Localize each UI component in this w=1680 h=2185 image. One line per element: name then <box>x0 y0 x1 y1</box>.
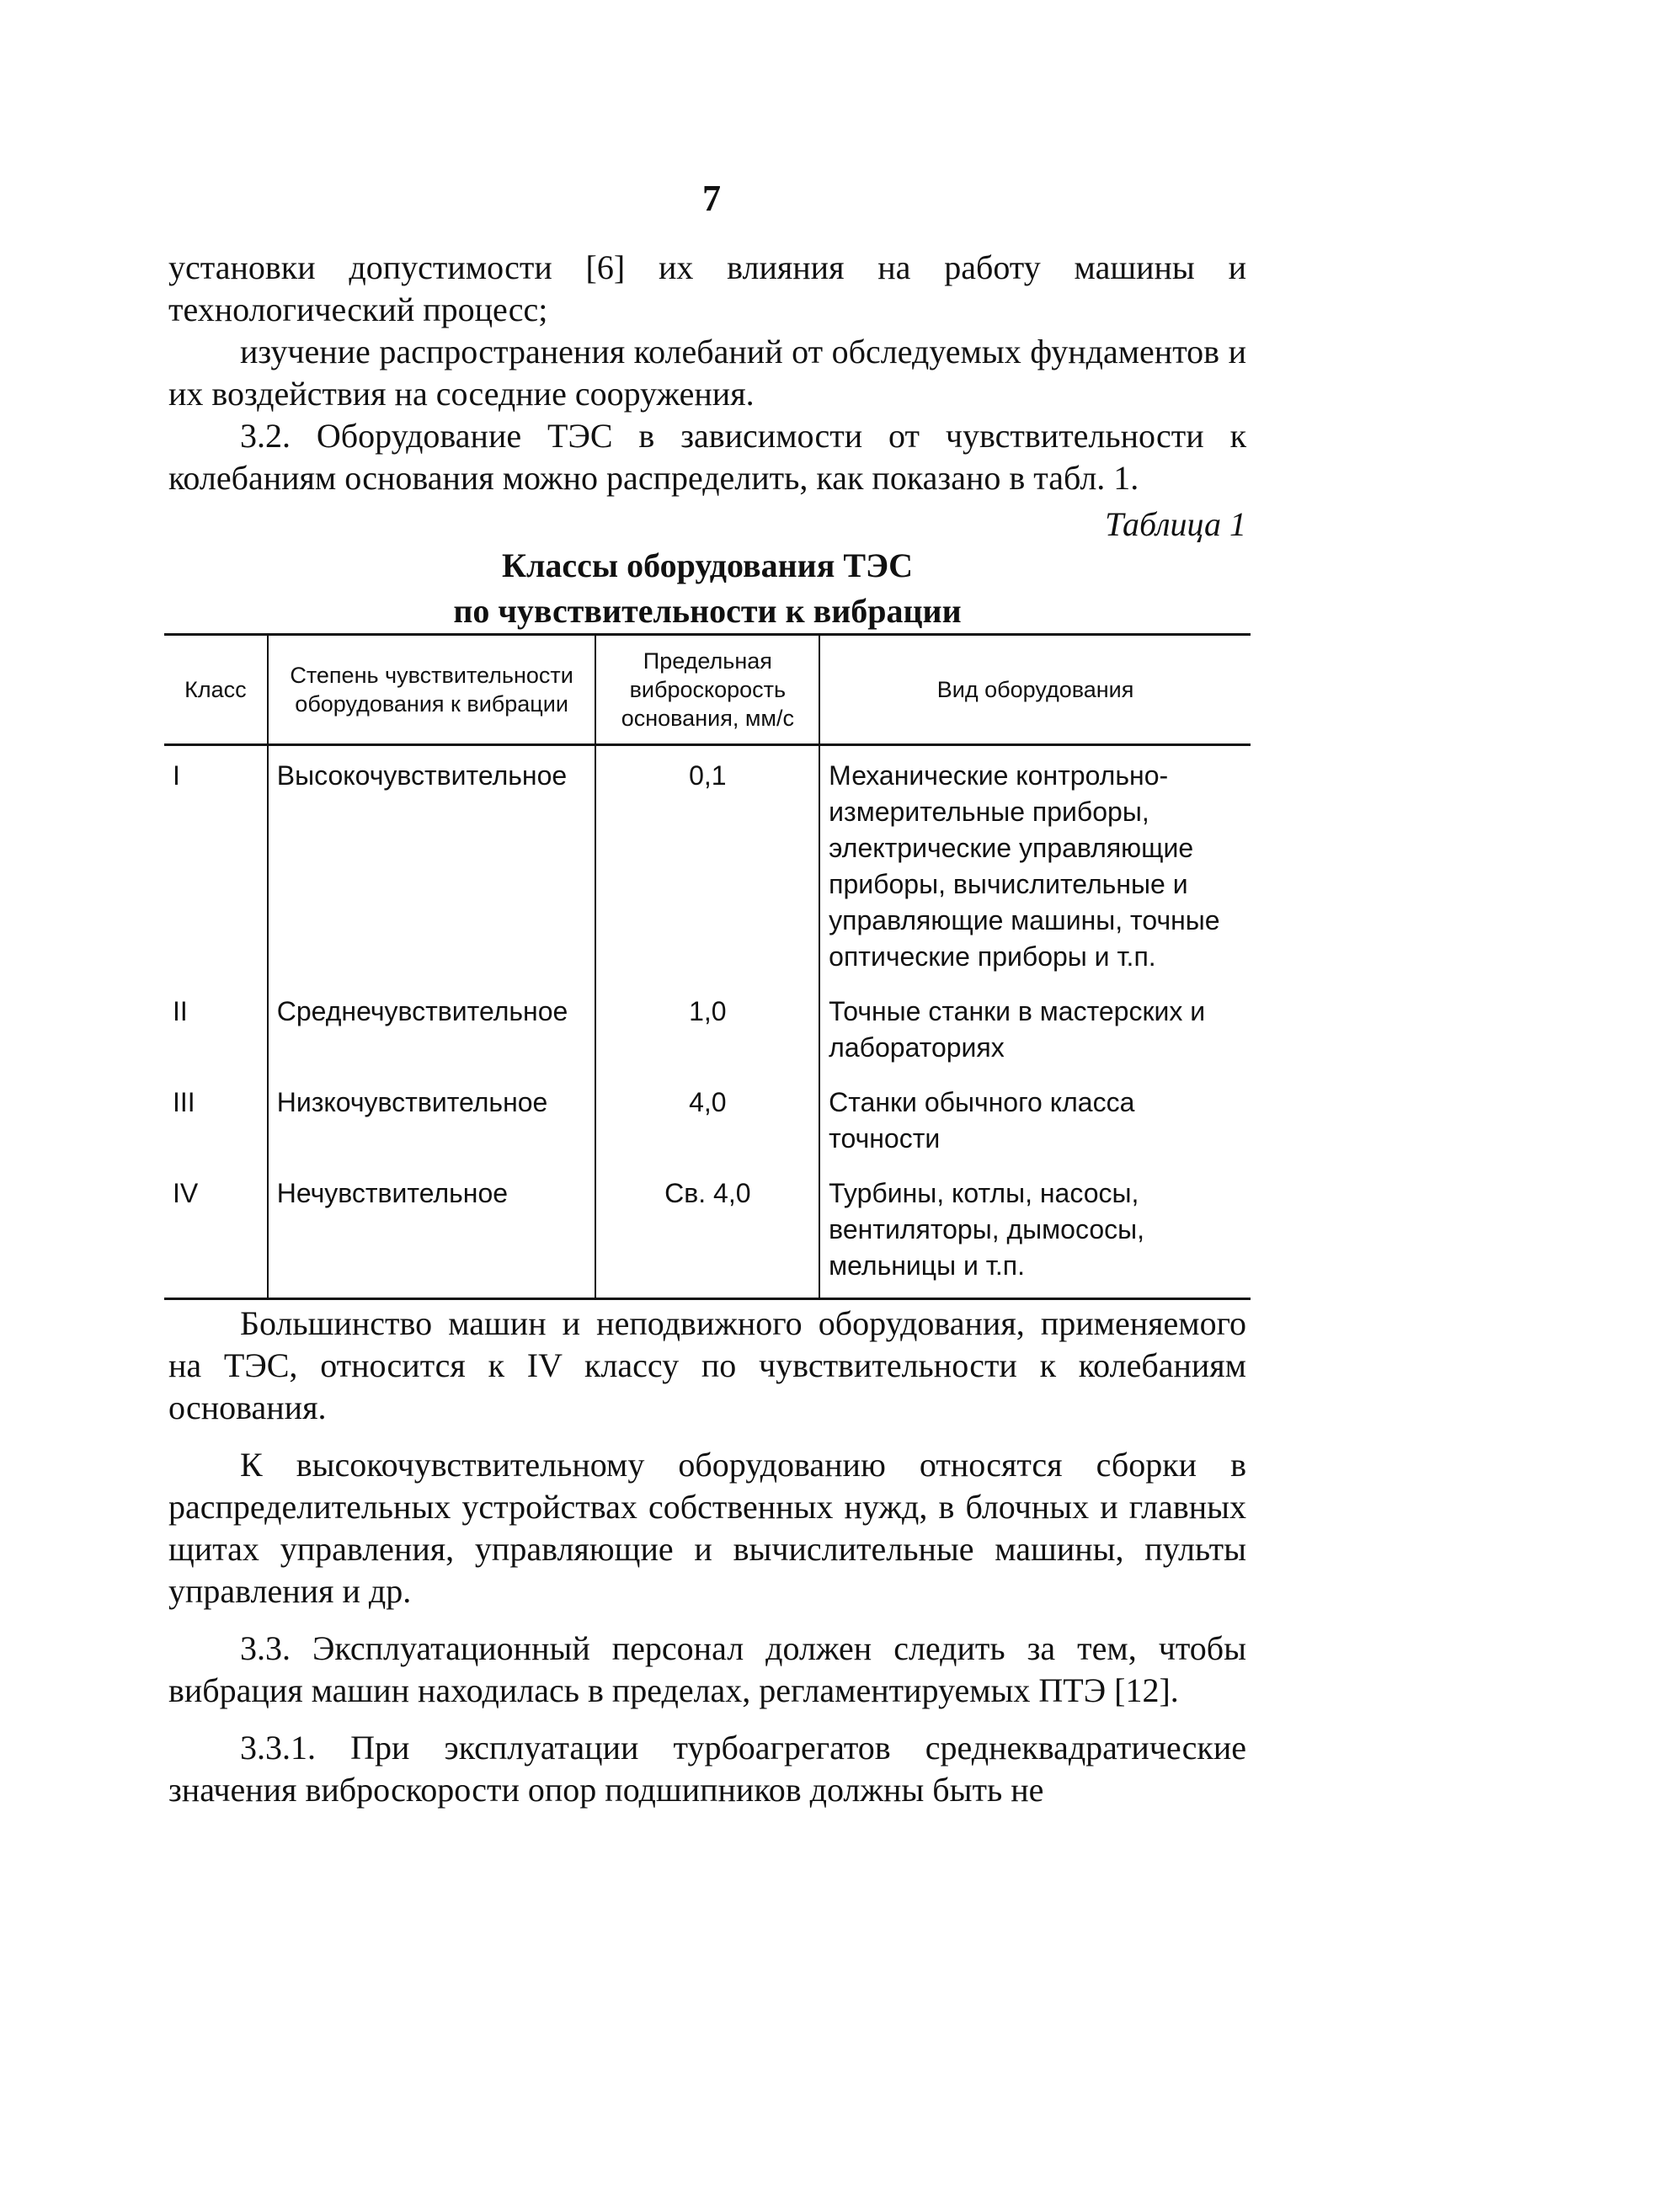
body-paragraph-3: 3.3. Эксплуатационный персонал должен следить за тем, чтобы вибрация машин находилась в пределах, регламентируемых ПТЭ [12]. <box>168 1629 1246 1709</box>
cell-type: Механические контрольно-измерительные приборы, электрические управляющие приборы, вычислительные и управляющие машины, точные оптические приборы и т.п. <box>819 745 1251 986</box>
header-class: Класс <box>164 635 268 745</box>
cell-degree: Нечувствительное <box>268 1167 596 1299</box>
header-type: Вид оборудования <box>819 635 1251 745</box>
intro-paragraph-3: 3.2. Оборудование ТЭС в зависимости от чувствительности к колебаниям основания можно распределить, как показано в табл. 1. <box>168 417 1246 497</box>
cell-limit: 0,1 <box>595 745 819 986</box>
intro-text <box>168 247 1246 499</box>
table-row <box>164 745 1251 986</box>
table-title <box>168 543 1246 634</box>
cell-degree: Высокочувствительное <box>268 745 596 986</box>
table-title-line-2: по чувствительности к вибрации <box>453 592 962 630</box>
body-paragraph-2: К высокочувствительному оборудованию относятся сборки в распределительных устройствах собственных нужд, в блочных и главных щитах управления, управляющие и вычислительные машины, пульты управления и др. <box>168 1446 1246 1610</box>
body-text <box>168 1303 1246 1811</box>
table-title-line-1: Классы оборудования ТЭС <box>501 546 914 584</box>
cell-class: II <box>173 996 188 1026</box>
table-row <box>164 1076 1251 1167</box>
cell-limit: 1,0 <box>595 985 819 1076</box>
header-limit: Предельная виброскорость основания, мм/с <box>595 635 819 745</box>
equipment-table-container <box>164 633 1251 1300</box>
table-header-row <box>164 635 1251 745</box>
body-paragraph-4: 3.3.1. При эксплуатации турбоагрегатов среднеквадратические значения виброскорости опор подшипников должны быть не <box>168 1729 1246 1809</box>
cell-type: Точные станки в мастерских и лабораториях <box>819 985 1251 1076</box>
cell-type: Станки обычного класса точности <box>819 1076 1251 1167</box>
equipment-classes-table <box>164 633 1251 1300</box>
intro-paragraph-2: изучение распространения колебаний от обследуемых фундаментов и их воздействия на соседние сооружения. <box>168 333 1246 413</box>
body-paragraph-1: Большинство машин и неподвижного оборудования, применяемого на ТЭС, относится к IV классу по чувствительности к колебаниям основания. <box>168 1304 1246 1426</box>
header-degree: Степень чувствительности оборудования к вибрации <box>268 635 596 745</box>
cell-degree: Низкочувствительное <box>268 1076 596 1167</box>
cell-limit: 4,0 <box>595 1076 819 1167</box>
cell-degree: Среднечувствительное <box>268 985 596 1076</box>
intro-paragraph-1: установки допустимости [6] их влияния на работу машины и технологический процесс; <box>168 248 1246 328</box>
cell-class: I <box>173 760 180 791</box>
cell-type: Турбины, котлы, насосы, вентиляторы, дымососы, мельницы и т.п. <box>819 1167 1251 1299</box>
table-row <box>164 1167 1251 1299</box>
table-row <box>164 985 1251 1076</box>
cell-class: IV <box>173 1178 199 1208</box>
table-label: Таблица 1 <box>1105 505 1246 543</box>
cell-class: III <box>173 1087 195 1117</box>
cell-limit: Св. 4,0 <box>595 1167 819 1299</box>
page-number: 7 <box>702 178 721 219</box>
